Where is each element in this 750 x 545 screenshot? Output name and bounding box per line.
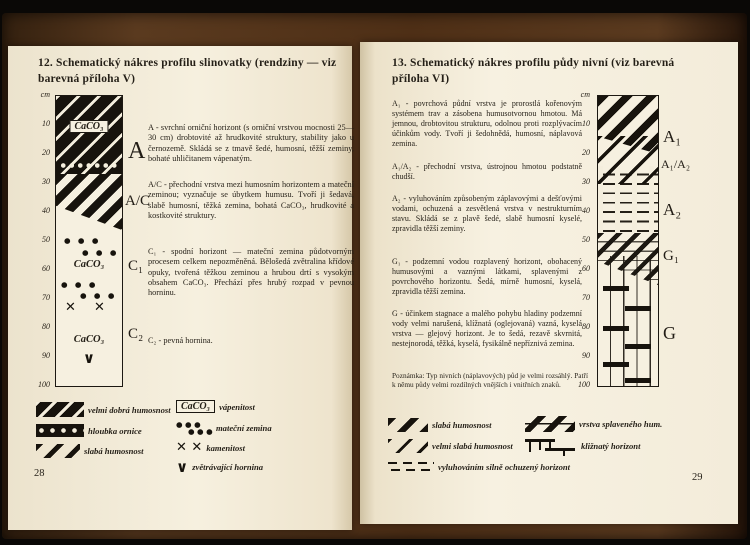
weathering-chevron: ∨ <box>82 349 96 367</box>
tick-80: 80 <box>42 322 50 331</box>
gley-bar <box>625 306 651 311</box>
legend-row <box>176 420 272 436</box>
legend-label: kližnatý horizont <box>581 441 641 451</box>
horizon-label-ac: A/C <box>125 193 151 209</box>
horizon-label-c2: C₂ <box>128 326 144 342</box>
dashed-lines-swatch <box>388 460 434 473</box>
legend-row <box>525 436 640 456</box>
paragraph-c2: C₂ - pevná hornina. <box>148 336 213 345</box>
gley-bar <box>603 326 629 331</box>
thick-diagonal-strokes-swatch <box>388 418 428 432</box>
legend-label: kamenitost <box>206 442 245 453</box>
tick-100: 100 <box>38 380 50 389</box>
thin-diagonal-strokes-swatch <box>388 439 428 453</box>
legend-label: vyluhováním silně ochuzený horizont <box>438 461 571 472</box>
legend-row <box>388 460 570 473</box>
tick-80: 80 <box>582 322 590 331</box>
caco3-label-box: CaCO₃ <box>69 120 108 133</box>
left-page <box>8 46 352 530</box>
legend-label: hloubka ornice <box>88 425 142 436</box>
left-page-title: 12. Schematický nákres profilu slinovatky (rendziny — viz barevná příloha V) <box>38 57 337 85</box>
horizon-label-g: G <box>663 323 676 343</box>
tick-40: 40 <box>42 206 50 215</box>
tick-90: 90 <box>42 351 50 360</box>
ornice-dots-row <box>59 162 119 169</box>
sparse-diagonal-stripes-swatch <box>36 444 80 458</box>
parent-material-dots: ● ● ● <box>61 280 98 289</box>
legend-label: velmi slabá humosnost <box>432 441 513 451</box>
horizon-ac-layer <box>56 174 122 230</box>
stone-x-mark: ✕ <box>94 300 105 315</box>
tick-100: 100 <box>578 380 590 389</box>
parent-material-dots: ● ● ● <box>80 291 117 300</box>
paragraph-a2: A₂ - vyluhováním způsobeným záplavovými a dešťovými vodami, ochuzená a zesvětlená vrstva v nestrukturním stavu. Skládá se z plavě šedé, slabě humosní kyselé, zpravidla těžší zeminy. <box>392 194 582 233</box>
legend-label: vápenitost <box>219 401 255 412</box>
tick-10: 10 <box>42 119 50 128</box>
tick-10: 10 <box>582 119 590 128</box>
legend-row <box>525 416 662 432</box>
page-number-right: 29 <box>692 472 703 483</box>
legend-label: velmi dobrá humosnost <box>88 404 171 415</box>
line-with-diagonal-strokes-swatch <box>525 416 575 432</box>
caco3-label: CaCO₃ <box>73 334 105 345</box>
dark-diagonal-stripes-swatch <box>36 402 84 417</box>
legend-label: mateční zemina <box>216 423 272 433</box>
caco3-glyph: CaCO₃ <box>176 400 215 413</box>
right-page-title: 13. Schematický nákres profilu půdy nivní (viz barevná příloha VI) <box>392 57 675 85</box>
horizon-a-layer <box>56 96 122 174</box>
legend-row <box>176 440 245 455</box>
gley-bar <box>625 344 651 349</box>
horizon-label-c1: C₁ <box>128 258 144 274</box>
bars-with-vertical-lines-swatch <box>525 436 577 456</box>
chevron-v-glyph: ∨ <box>176 458 189 476</box>
note-paragraph: Poznámka: Typ nivních (náplavových) půd je velmi rozsáhlý. Patří k němu půdy velmi rozdílných vnějších i vnitřních znaků. <box>392 371 588 389</box>
parent-material-dots: ● ● ● <box>82 248 119 257</box>
paragraph-g: G - účinkem stagnace a malého pohybu hladiny podzemní vody velmi narušená, klížnatá (oglejovaná) vazná, kyselá vrstva — glejový horizont. Je to šedá, rezavě skvrnitá, nestejnorodá, těžká, kyselá, fysikálně nepříznivá zemina. <box>392 309 582 348</box>
legend-label: zvětrávající hornina <box>192 462 264 472</box>
paragraph-a: A - svrchní orniční horizont (s orniční vrstvou mocnosti 25—30 cm) drobtovité až hrudkovité struktury, stability jako u černozemě. Skládá se z tmavě šedé, humosní, těžší zeminy, bohaté uhličitanem vápenatým. <box>148 123 354 163</box>
tick-70: 70 <box>582 293 590 302</box>
caco3-label: CaCO₃ <box>73 259 105 270</box>
left-profile-column <box>55 95 123 387</box>
legend-row <box>36 402 171 417</box>
tick-50: 50 <box>582 235 590 244</box>
stone-x-mark: ✕ <box>65 300 76 315</box>
legend-label: vrstva splaveného hum. <box>579 419 663 429</box>
tick-30: 30 <box>582 177 590 186</box>
page-number-left: 28 <box>34 468 45 479</box>
scale-unit: cm <box>40 90 50 99</box>
scale-unit: cm <box>580 90 590 99</box>
tick-60: 60 <box>42 264 50 273</box>
paragraph-a1a2: A₁/A₂ - přechodní vrstva, ústrojnou hmotou podstatně chudší. <box>392 162 582 181</box>
tick-20: 20 <box>582 148 590 157</box>
right-profile-column <box>597 95 659 387</box>
x-marks-glyph: ✕ ✕ <box>176 440 203 455</box>
horizon-label-a1: A₁ <box>663 127 682 146</box>
legend-row <box>176 458 263 476</box>
legend-label: slabá humosnost <box>432 420 492 430</box>
horizon-label-a2: A₂ <box>663 200 682 219</box>
gley-bar <box>625 378 651 383</box>
tick-40: 40 <box>582 206 590 215</box>
gley-bar <box>603 286 629 291</box>
tick-70: 70 <box>42 293 50 302</box>
tick-90: 90 <box>582 351 590 360</box>
paragraph-ac: A/C - přechodní vrstva mezi humosním horizontem a mateční zeminou; vyznačuje se úbytkem humusu. Tvoří ji šedavá, slabě humosní, těžká zemina, bohatá CaCO₃, hrudkovité a kostkovité struktury. <box>148 180 354 220</box>
parent-material-dots: ● ● ● <box>64 236 101 245</box>
tick-60: 60 <box>582 264 590 273</box>
paragraph-g1: G₁ - podzemní vodou rozplavený horizont, obohacený humusovými a vaznými látkami, splavenými z povrchového horizontu. Šedá, mírně humosní, kyselá, zpravidla těžší zemina. <box>392 257 582 296</box>
right-page <box>360 42 738 524</box>
gley-bar <box>603 362 629 367</box>
black-bar-white-dots-swatch <box>36 424 84 437</box>
legend-row <box>388 418 491 432</box>
dot-clusters-glyph: ●●● ●●● <box>176 420 216 436</box>
paragraph-a1: A₁ - povrchová půdní vrstva je prorostlá kořenovým systémem trav a zásobena humusotvornou hmotou. Má jemnou, drobtovitou strukturu, odolnou proti rozplývacím účinkům vody. Tvoří ji šedohnědá, humosní, náplavová zemina. <box>392 99 582 148</box>
paragraph-c1: C₁ - spodní horizont — mateční zemina půdotvorným procesem celkem nepozměněná. Bělošedá zvětralina křídové opuky, tvořená těžkou zeminou a hrubou drtí s vysokým obsahem CaCO₃. Přechází přes hrubý rozpad v pevnou horninu. <box>148 247 354 298</box>
legend-row <box>36 444 143 458</box>
horizon-label-a1a2: A₁/A₂ <box>661 157 691 171</box>
tick-30: 30 <box>42 177 50 186</box>
legend-row <box>388 439 513 453</box>
legend-row <box>36 424 142 437</box>
horizon-label-a: A <box>128 138 146 164</box>
tick-20: 20 <box>42 148 50 157</box>
horizon-label-g1: G₁ <box>663 248 680 264</box>
tick-50: 50 <box>42 235 50 244</box>
legend-label: slabá humosnost <box>84 446 144 456</box>
legend-row <box>176 400 255 413</box>
